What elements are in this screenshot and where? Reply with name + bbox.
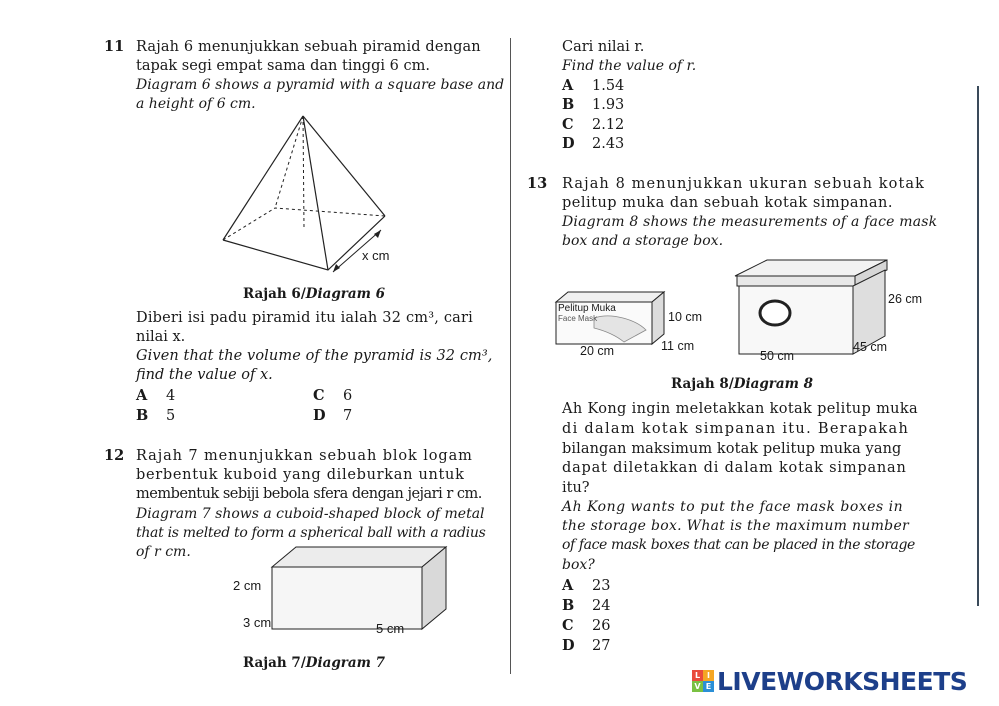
diagram-8-caption: Rajah 8/Diagram 8 — [671, 376, 814, 392]
q12-find-en: Find the value of r. — [562, 58, 697, 74]
cuboid-height-label: 2 cm — [233, 578, 262, 593]
q11-text-en-1: Diagram 6 shows a pyramid with a square base and — [136, 77, 505, 93]
q13-text-ms-1: Rajah 8 menunjukkan ukuran sebuah kotak — [562, 176, 926, 192]
q12-text-en-3: of r cm. — [136, 544, 191, 560]
q12-option-c[interactable]: C 2.12 — [562, 116, 625, 133]
q13-body-ms-5: itu? — [562, 480, 590, 496]
q11-option-b[interactable]: B 5 — [136, 407, 176, 424]
q13-text-ms-2: pelitup muka dan sebuah kotak simpanan. — [562, 195, 894, 211]
q13-option-a[interactable]: A 23 — [562, 577, 611, 594]
question-11-number: 11 — [104, 38, 125, 55]
q12-text-en-2: that is melted to form a spherical ball with a radius — [136, 525, 486, 541]
storage-box-depth-label: 45 cm — [853, 340, 888, 354]
q12-text-ms-3: membentuk sebiji bebola sfera dengan jejari r cm. — [136, 486, 482, 502]
q12-option-d[interactable]: D 2.43 — [562, 135, 625, 152]
question-13-number: 13 — [527, 175, 548, 192]
diagram-6-caption: Rajah 6/Diagram 6 — [243, 286, 386, 302]
q13-body-ms-2: di dalam kotak simpanan itu. Berapakah — [562, 421, 910, 437]
q11-text-en-2: a height of 6 cm. — [136, 96, 256, 112]
q13-option-d[interactable]: D 27 — [562, 637, 611, 654]
mask-box-label-ms: Pelitup Muka — [558, 303, 616, 314]
q11-given-ms-1: Diberi isi padu piramid itu ialah 32 cm³, cari — [136, 310, 473, 326]
q12-option-a[interactable]: A 1.54 — [562, 77, 625, 94]
q12-text-en-1: Diagram 7 shows a cuboid-shaped block of metal — [136, 506, 485, 522]
liveworksheets-logo-text: LIVEWORKSHEETS — [717, 666, 968, 696]
q13-body-en-2: the storage box. What is the maximum number — [562, 518, 910, 534]
q12-option-b[interactable]: B 1.93 — [562, 96, 625, 113]
pyramid-side-label: x cm — [362, 248, 390, 263]
q11-given-en-2: find the value of x. — [136, 367, 273, 383]
q12-text-ms-2: berbentuk kuboid yang dileburkan untuk — [136, 467, 465, 483]
q13-body-ms-1: Ah Kong ingin meletakkan kotak pelitup muka — [562, 401, 918, 417]
cuboid-diagram — [270, 545, 450, 635]
q13-text-en-1: Diagram 8 shows the measurements of a face mask — [562, 214, 938, 230]
storage-box-height-label: 26 cm — [888, 292, 923, 306]
mask-box-length-label: 20 cm — [580, 344, 615, 358]
liveworksheets-logo-icon: L I V E — [692, 670, 714, 692]
q11-option-d[interactable]: D 7 — [313, 407, 353, 424]
q13-body-en-3: of face mask boxes that can be placed in the storage — [562, 537, 915, 553]
mask-box-height-label: 10 cm — [668, 310, 703, 324]
diagram-7-caption: Rajah 7/Diagram 7 — [243, 655, 386, 671]
q13-body-ms-4: dapat diletakkan di dalam kotak simpanan — [562, 460, 907, 476]
q12-find-ms: Cari nilai r. — [562, 39, 645, 55]
cuboid-length-label: 5 cm — [376, 621, 405, 636]
q13-body-en-1: Ah Kong wants to put the face mask boxes in — [562, 499, 904, 515]
q11-given-ms-2: nilai x. — [136, 329, 186, 345]
q11-option-c[interactable]: C 6 — [313, 387, 353, 404]
liveworksheets-logo[interactable] — [692, 665, 967, 697]
column-divider — [510, 38, 511, 674]
q13-body-ms-3: bilangan maksimum kotak pelitup muka yang — [562, 441, 902, 457]
mask-box-depth-label: 11 cm — [661, 339, 695, 353]
q13-option-c[interactable]: C 26 — [562, 617, 611, 634]
q13-option-b[interactable]: B 24 — [562, 597, 611, 614]
q12-text-ms-1: Rajah 7 menunjukkan sebuah blok logam — [136, 448, 473, 464]
mask-box-label-en: Face Mask — [558, 314, 598, 323]
page-edge-line — [977, 86, 979, 606]
cuboid-depth-label: 3 cm — [243, 615, 272, 630]
q11-text-ms-1: Rajah 6 menunjukkan sebuah piramid dengan — [136, 39, 481, 55]
q11-text-ms-2: tapak segi empat sama dan tinggi 6 cm. — [136, 58, 430, 74]
q11-given-en-1: Given that the volume of the pyramid is 32 cm³, — [136, 348, 493, 364]
question-12-number: 12 — [104, 447, 125, 464]
q11-option-a[interactable]: A 4 — [136, 387, 176, 404]
q13-body-en-4: box? — [562, 557, 595, 573]
q13-text-en-2: box and a storage box. — [562, 233, 724, 249]
storage-box-length-label: 50 cm — [760, 349, 795, 363]
